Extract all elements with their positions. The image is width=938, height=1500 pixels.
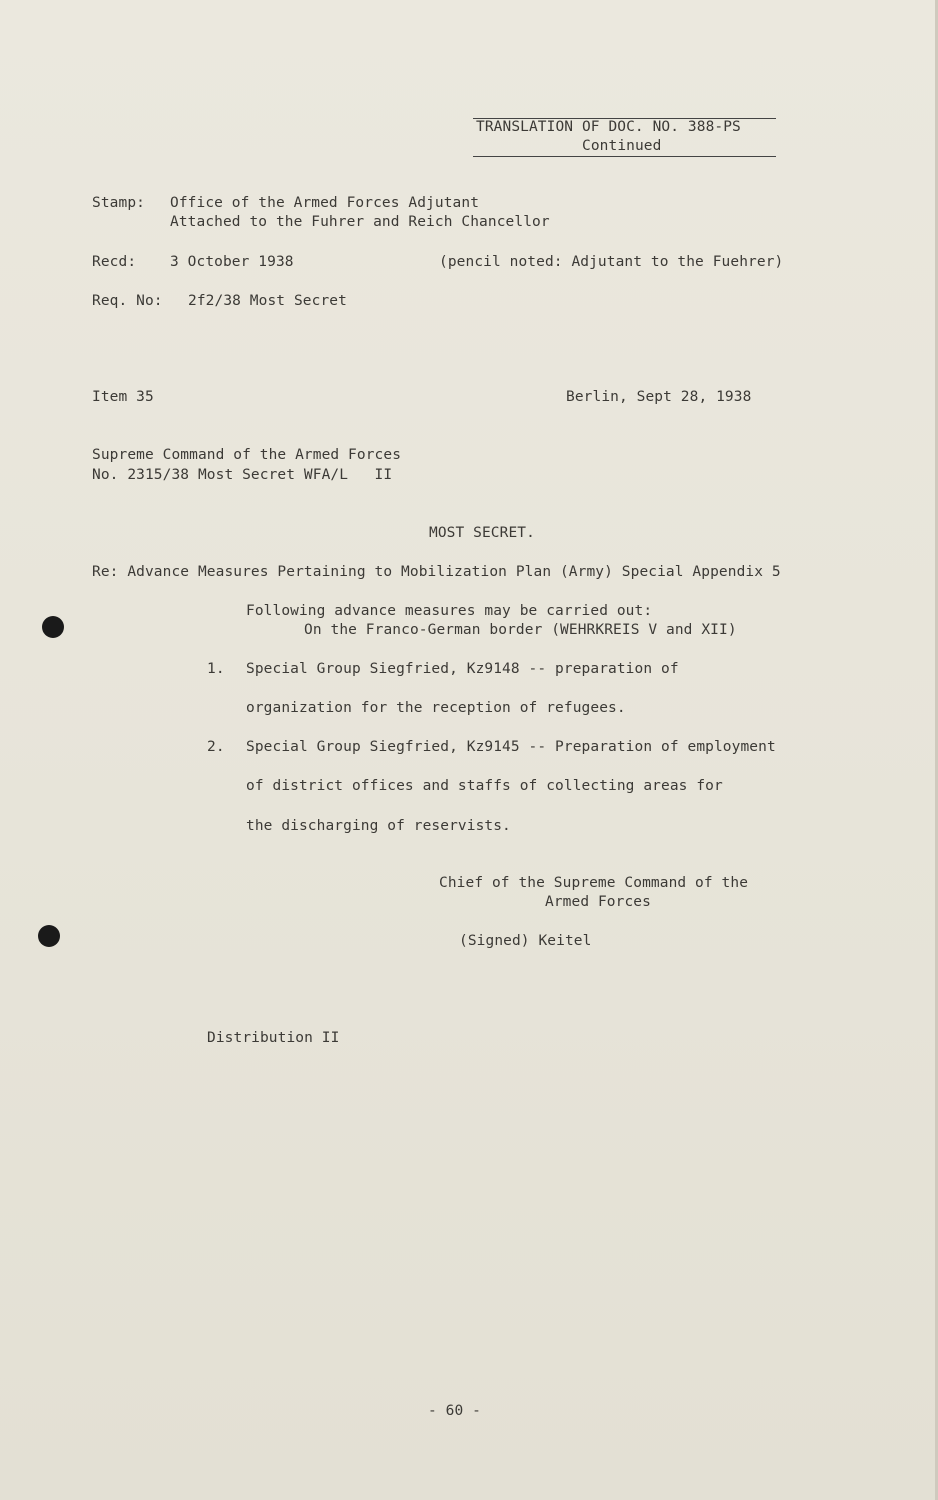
issuer-line-1: Supreme Command of the Armed Forces bbox=[92, 447, 402, 463]
punch-hole-top bbox=[42, 616, 64, 638]
stamp-line-2: Attached to the Fuhrer and Reich Chancellor bbox=[170, 214, 550, 230]
measure-1-number: 1. bbox=[207, 661, 225, 677]
intro-line-2: On the Franco-German border (WEHRKREIS V and XII) bbox=[304, 622, 737, 638]
recd-date: 3 October 1938 bbox=[170, 254, 294, 270]
page-number: - 60 - bbox=[428, 1403, 481, 1419]
stamp-label: Stamp: bbox=[92, 195, 145, 211]
item-number: Item 35 bbox=[92, 389, 154, 405]
place-date: Berlin, Sept 28, 1938 bbox=[566, 389, 752, 405]
measure-1-line-1: Special Group Siegfried, Kz9148 -- preparation of bbox=[246, 661, 679, 677]
intro-line-1: Following advance measures may be carried out: bbox=[246, 603, 653, 619]
header-bottom-rule bbox=[473, 156, 776, 157]
subject-line: Re: Advance Measures Pertaining to Mobilization Plan (Army) Special Appendix 5 bbox=[92, 564, 781, 580]
continued-label: Continued bbox=[582, 138, 662, 154]
measure-2-number: 2. bbox=[207, 739, 225, 755]
req-label: Req. No: bbox=[92, 293, 163, 309]
recd-label: Recd: bbox=[92, 254, 137, 270]
punch-hole-bottom bbox=[38, 925, 60, 947]
measure-2-line-2: of district offices and staffs of collecting areas for bbox=[246, 778, 723, 794]
issuer-line-2: No. 2315/38 Most Secret WFA/L II bbox=[92, 467, 393, 483]
measure-2-line-1: Special Group Siegfried, Kz9145 -- Preparation of employment bbox=[246, 739, 776, 755]
distribution: Distribution II bbox=[207, 1030, 340, 1046]
measure-1-line-2: organization for the reception of refugees. bbox=[246, 700, 626, 716]
signature-title-line-2: Armed Forces bbox=[545, 894, 651, 910]
signature-title-line-1: Chief of the Supreme Command of the bbox=[439, 875, 749, 891]
stamp-line-1: Office of the Armed Forces Adjutant bbox=[170, 195, 480, 211]
measure-2-line-3: the discharging of reservists. bbox=[246, 818, 511, 834]
signature-signed: (Signed) Keitel bbox=[459, 933, 592, 949]
classification: MOST SECRET. bbox=[429, 525, 535, 541]
req-value: 2f2/38 Most Secret bbox=[188, 293, 347, 309]
pencil-note: (pencil noted: Adjutant to the Fuehrer) bbox=[439, 254, 784, 270]
doc-title: TRANSLATION OF DOC. NO. 388-PS bbox=[476, 119, 741, 135]
